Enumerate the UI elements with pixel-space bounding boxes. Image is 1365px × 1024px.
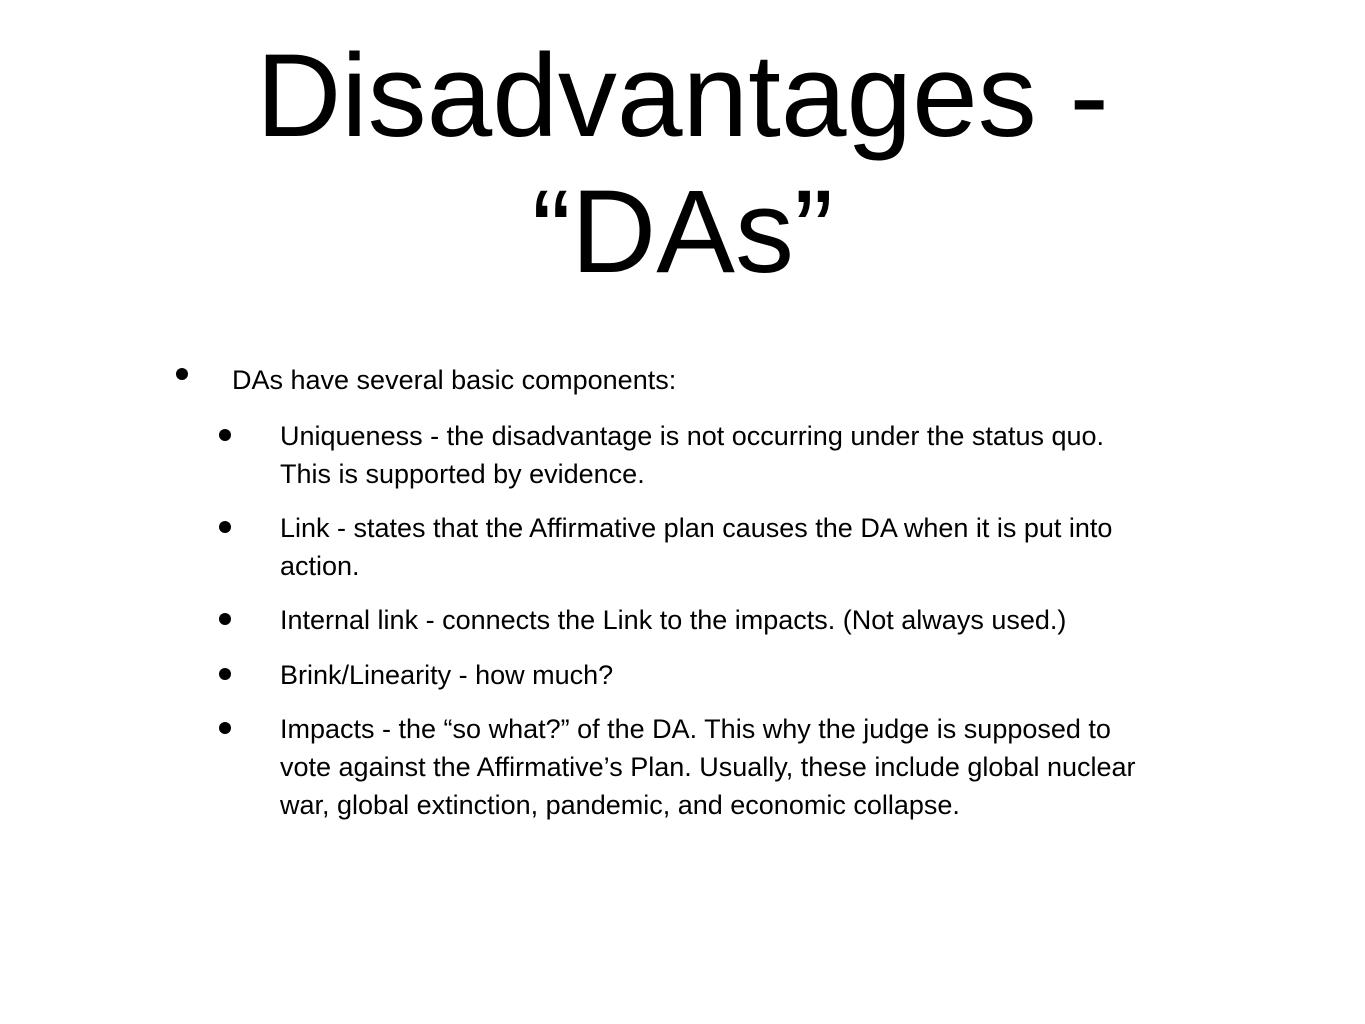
sub-bullet-text: Brink/Linearity - how much? [280, 660, 614, 690]
sub-bullet-uniqueness [219, 417, 1159, 493]
sub-bullet-internal-link [219, 601, 1159, 639]
title-line-1: Disadvantages - [256, 30, 1109, 162]
bullet-icon [219, 613, 231, 625]
bullet-icon [219, 429, 231, 441]
sub-bullet-text: Link - states that the Affirmative plan causes the DA when it is put into action. [280, 513, 1113, 581]
main-bullet-text: DAs have several basic components: [232, 365, 677, 395]
title-line-2: “DAs” [531, 166, 834, 298]
bullet-icon [219, 668, 231, 680]
sub-bullet-impacts [219, 710, 1159, 824]
bullet-icon [219, 722, 231, 734]
sub-bullet-brink [219, 656, 1159, 694]
bullet-icon [219, 521, 231, 533]
slide-title [0, 28, 1365, 300]
sub-bullet-text: Internal link - connects the Link to the impacts. (Not always used.) [280, 605, 1067, 635]
sub-bullet-link [219, 509, 1159, 585]
main-bullet [172, 362, 676, 398]
bullet-icon [176, 368, 188, 380]
sub-bullet-text: Impacts - the “so what?” of the DA. This why the judge is supposed to vote against the Affirmative’s Plan. Usually, these include global nuclear war, global extinction, pandemic, and economic collapse. [280, 714, 1136, 820]
sub-bullet-text: Uniqueness - the disadvantage is not occurring under the status quo. This is supported by evidence. [280, 421, 1105, 489]
